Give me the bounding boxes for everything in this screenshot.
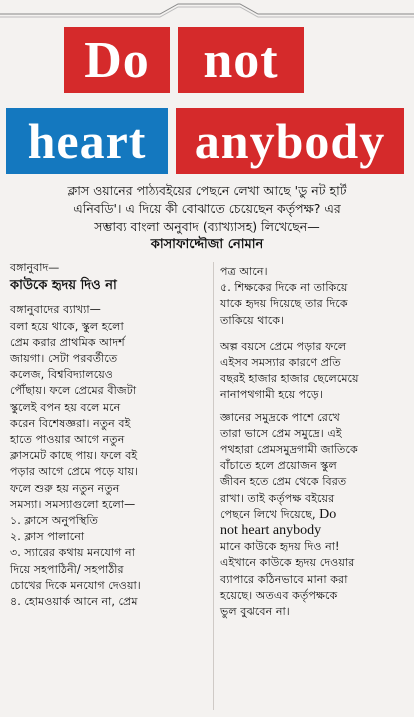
text-line: ব্যাপারে কঠিনভাবে মানা করা [220,572,348,586]
text-line: পৌঁছায়। ফলে প্রেমের বীজটা [10,384,137,398]
text-line: ক্লাসমেট কাছে পায়। ফলে বই [10,449,138,463]
text-line: বছরই হাজার হাজার ছেলেমেয়ে [220,372,359,386]
text-line: ফলে শুরু হয় নতুন নতুন [10,481,120,495]
text-line: প্রেম করার প্রাথমিক আদর্শ [10,335,125,349]
headline-word-not: not [178,27,304,93]
list-item: যাকে হৃদয় দিয়েছে তার দিকে [220,297,348,311]
continued-line: পত্র আনে। [220,265,268,278]
translation-title: কাউকে হৃদয় দিও না [10,278,117,294]
text-line: বাঁচাতে হলে প্রয়োজন স্কুল [220,459,337,473]
text-line: পথহারা প্রেমসমুদ্রগামী জাতিকে [220,443,358,457]
text-line: রাখা। তাই কর্তৃপক্ষ বইয়ের [220,491,335,505]
text-line: এইসব সমস্যার কারণে প্রতি [220,356,341,370]
headline-word-heart: heart [6,108,168,174]
headline-word-anybody: anybody [176,108,404,174]
headline-word-do: Do [64,27,170,93]
text-line [220,507,406,523]
text-line: বলা হয়ে থাকে, স্কুল হলো [10,319,124,333]
list-item: ২. ক্লাস পালানো [10,530,85,544]
problem-list [10,513,208,610]
paragraph-2 [220,410,406,621]
text-line: জায়গা। সেটা পরবর্তীতে [10,352,118,366]
text-line: হয়েছে। অতএব কর্তৃপক্ষকে [220,588,338,602]
text-line: অল্প বয়সে প্রেমে পড়ার ফলে [220,339,347,353]
intro-line: সম্ভাব্য বাংলা অনুবাদ (ব্যাখ্যাসহ) লিখেছেন— [94,219,320,234]
intro-line: ক্লাস ওয়ানের পাঠ্যবইয়ের পেছনে লেখা আছে 'ডু নট হার্ট [67,183,347,198]
text-line: সমস্যা। সমস্যাগুলো হলো— [10,497,136,511]
left-column [10,260,208,610]
list-item: ৫. শিক্ষকের দিকে না তাকিয়ে [220,281,348,295]
text-line: স্কুলেই বপন হয় বলে মনে [10,400,121,414]
text-line: পড়ার আগে প্রেমে পড়ে যায়। [10,465,139,479]
right-column [220,264,406,620]
text-line: মানে কাউকে হৃদয় দিও না! [220,540,340,554]
text-line: নানাপথগামী হয়ে পড়ে। [220,388,323,402]
text-line: জীবন হতে প্রেম থেকে বিরত [220,475,347,489]
problem-item-5 [220,280,406,329]
english-quote: not heart anybody [220,523,322,539]
explanation-paragraph [10,319,208,513]
author-byline: কাসাফাদ্দৌজা নোমান [150,237,264,252]
list-item: চোখের দিকে মনযোগ দেওয়া। [10,578,141,592]
top-frame [0,0,414,20]
paragraph-1 [220,339,406,404]
text-line: করেন বিশেষজ্ঞরা। নতুন বই [10,416,131,430]
list-item: তাকিয়ে থাকে। [220,313,285,327]
text-line: তারা ভাসে প্রেম সমুদ্রে। এই [220,426,342,440]
english-quote-start: Do [319,506,337,522]
text-line: কলেজ, বিশ্ববিদ্যালয়েও [10,368,114,382]
text-line: এইখানে কাউকে হৃদয় দেওয়ার [220,556,355,570]
text-line: ভুল বুঝবেন না। [220,605,290,619]
list-item: ৪. হোমওয়ার্ক আনে না, প্রেম [10,595,138,609]
intro-line: এনিবডি'। এ দিয়ে কী বোঝাতে চেয়েছেন কর্তৃপক্ষ? এর [73,201,341,216]
text-fragment: পেছনে লিখে দিয়েছে, [220,507,316,521]
list-item: ১. ক্লাসে অনুপস্থিতি [10,514,98,528]
list-item: দিয়ে সহপাঠিনী/ সহপাঠীর [10,562,124,576]
intro-text [10,182,404,254]
explanation-label: বঙ্গানুবাদের ব্যাখ্যা— [10,303,101,317]
column-divider [213,262,214,710]
list-item: ৩. স্যারের কথায় মনযোগ না [10,546,135,560]
text-line: জ্ঞানের সমুদ্রকে পাশে রেখে [220,410,340,424]
text-line: হাতে পাওয়ার আগে নতুন [10,433,125,447]
translation-label: বঙ্গানুবাদ— [10,261,60,274]
